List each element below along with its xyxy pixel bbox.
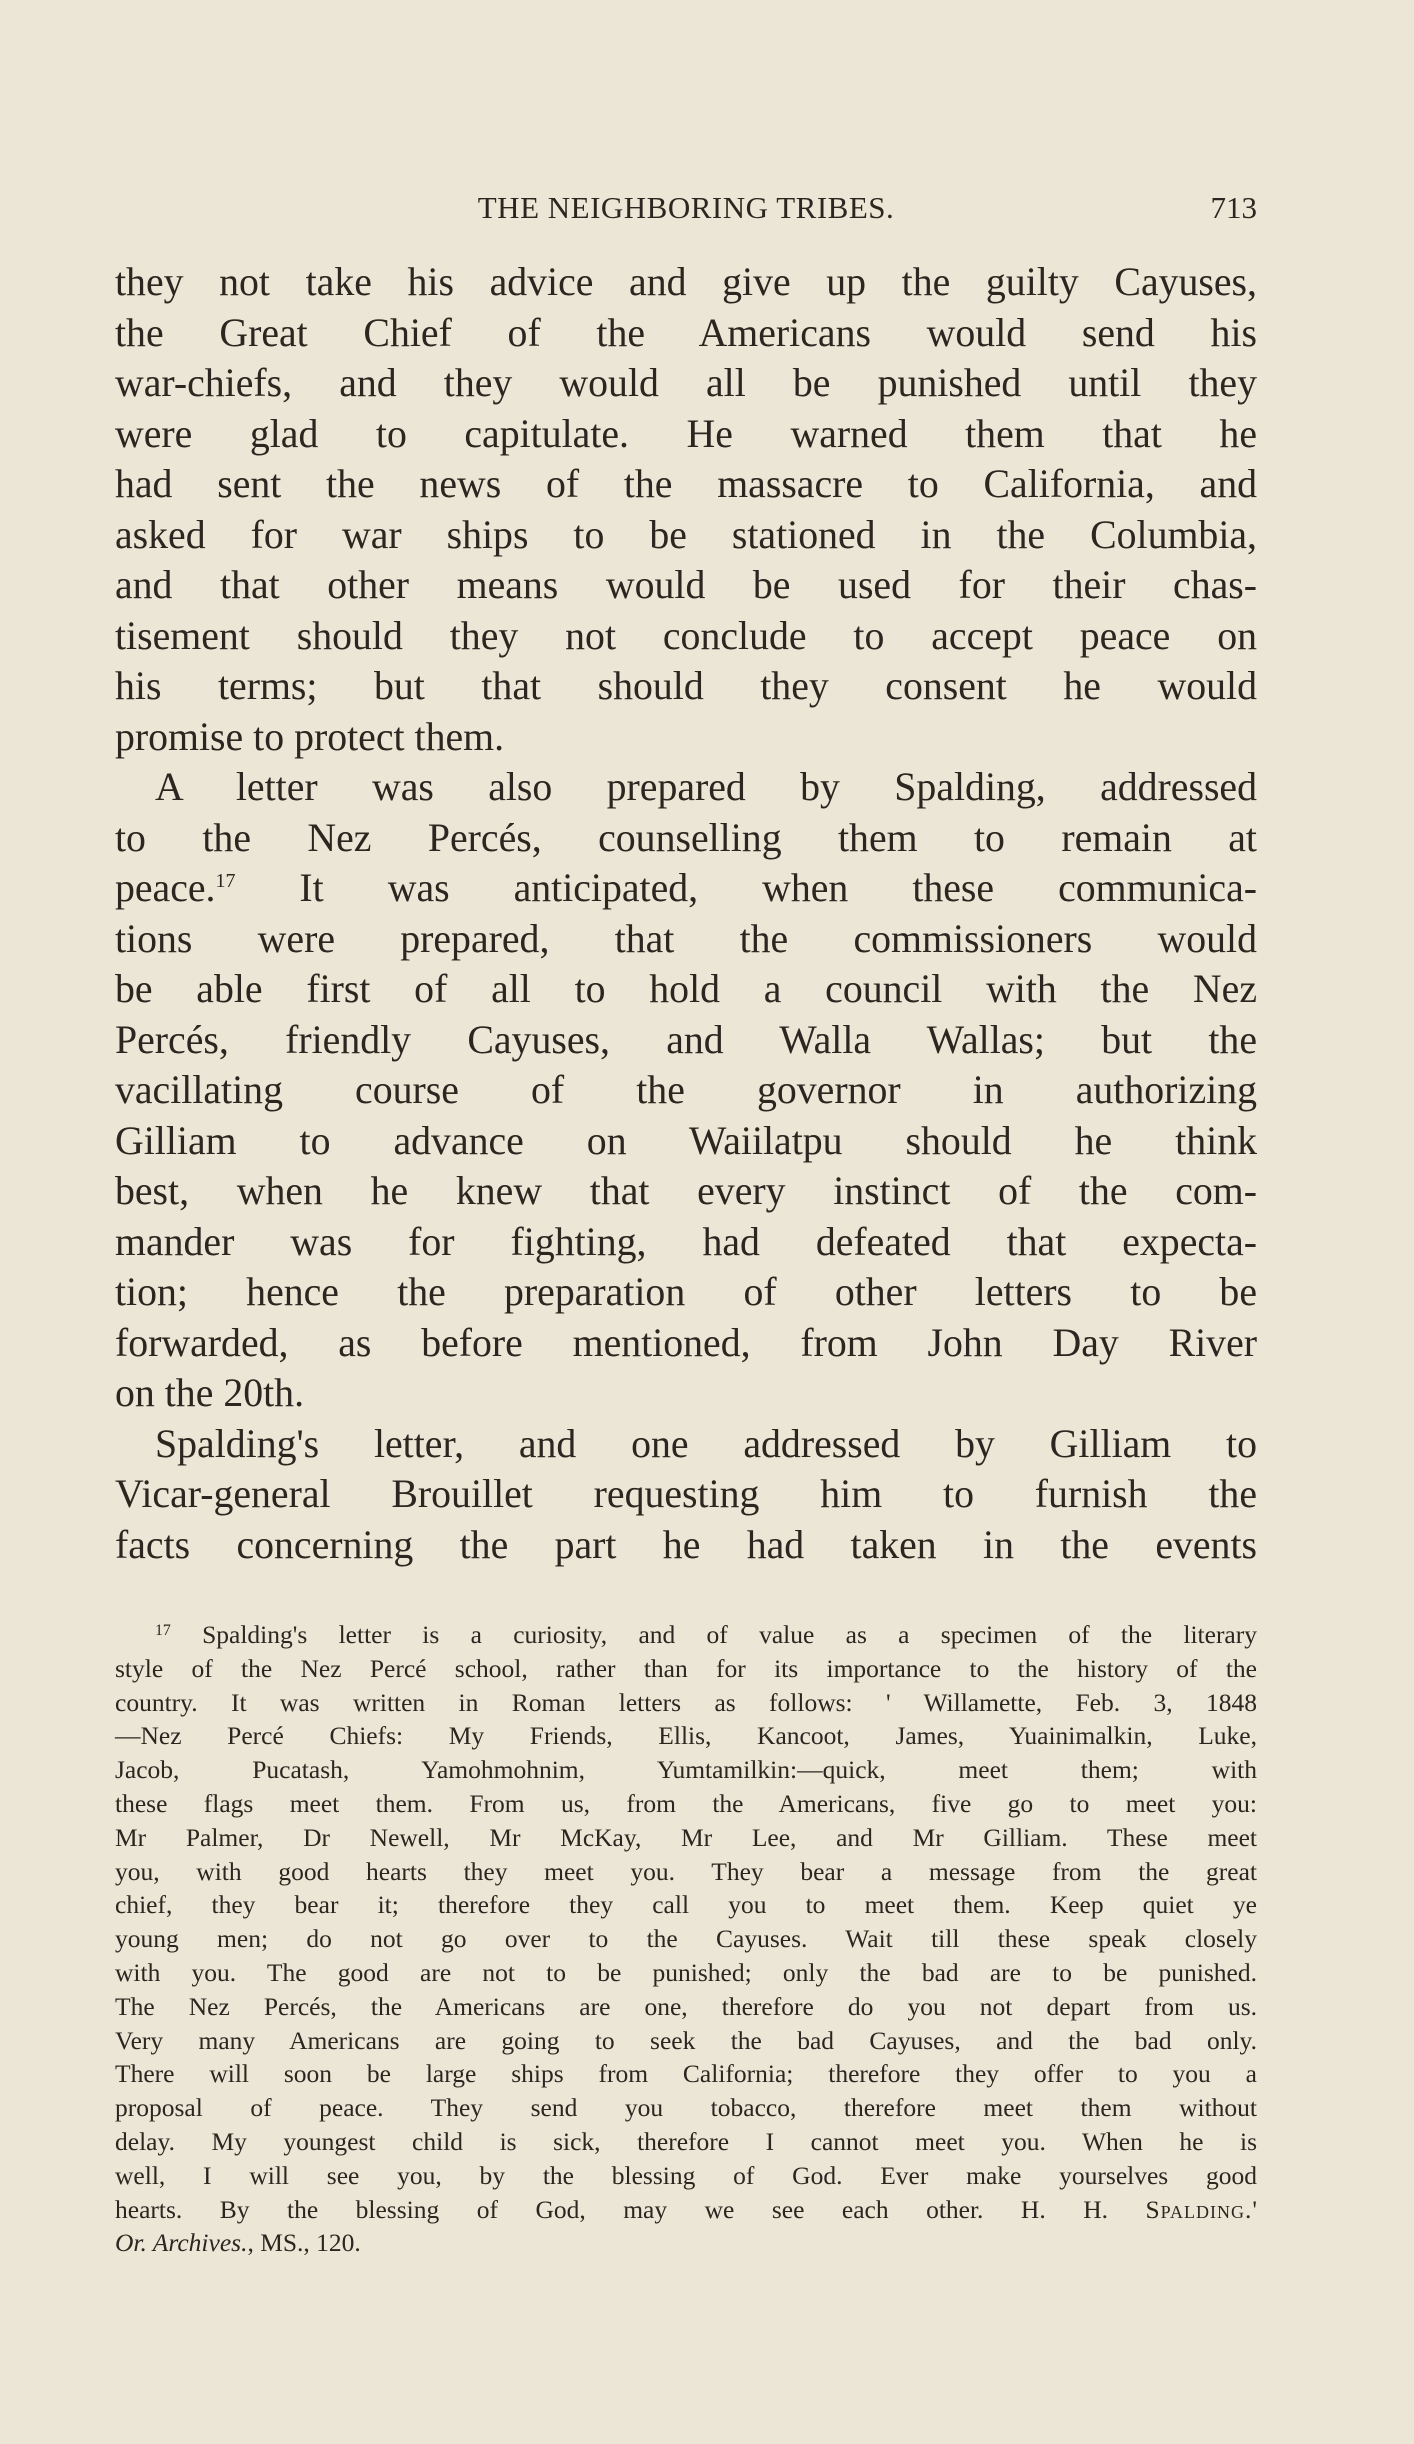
- text-line: be able first of all to hold a council with the Nez: [115, 967, 1257, 1011]
- footnote-line: style of the Nez Percé school, rather than for its importance to the history of the: [115, 1653, 1257, 1683]
- text-line: they not take his advice and give up the guilty Cayuses,: [115, 260, 1257, 304]
- text-line: war-chiefs, and they would all be punished until they: [115, 361, 1257, 405]
- text-segment: peace.: [115, 866, 216, 910]
- footnote-line: The Nez Percés, the Americans are one, therefore do you not depart from us.: [115, 1991, 1257, 2021]
- footnote-line: delay. My youngest child is sick, therefore I cannot meet you. When he is: [115, 2126, 1257, 2156]
- text-line: and that other means would be used for their chas-: [115, 563, 1257, 607]
- text-line: facts concerning the part he had taken in the events: [115, 1522, 1257, 1567]
- text-line: to the Nez Percés, counselling them to remain at: [115, 815, 1257, 860]
- text-segment: ': [1252, 2194, 1257, 2224]
- text-line: tion; hence the preparation of other letters to be: [115, 1270, 1257, 1314]
- source-citation: Or. Archives.: [115, 2228, 248, 2258]
- footnote-line: [115, 2193, 1257, 2227]
- footnote-line: —Nez Percé Chiefs: My Friends, Ellis, Kancoot, James, Yuainimalkin, Luke,: [115, 1721, 1257, 1751]
- footnote-line: chief, they bear it; therefore they call you to meet them. Keep quiet ye: [115, 1890, 1257, 1920]
- text-line: Gilliam to advance on Waiilatpu should he think: [115, 1118, 1257, 1163]
- text-line: on the 20th.: [115, 1371, 305, 1415]
- footnote-line: with you. The good are not to be punished; only the bad are to be punished.: [115, 1957, 1257, 1987]
- footnote-line: Mr Palmer, Dr Newell, Mr McKay, Mr Lee, and Mr Gilliam. These meet: [115, 1822, 1257, 1852]
- footnote-reference[interactable]: 17: [215, 870, 236, 893]
- text-segment: , MS., 120.: [247, 2228, 361, 2258]
- text-line: had sent the news of the massacre to California, and: [115, 462, 1257, 506]
- running-head: [115, 190, 1257, 240]
- text-line: his terms; but that should they consent he would: [115, 664, 1257, 708]
- text-line: the Great Chief of the Americans would send his: [115, 310, 1257, 355]
- footnote: [115, 1618, 1257, 2260]
- footnote-line: [115, 2226, 1257, 2260]
- footnote-marker: 17: [155, 1622, 171, 1640]
- text-line: Percés, friendly Cayuses, and Walla Wallas; but the: [115, 1017, 1257, 1062]
- footnote-line: proposal of peace. They send you tobacco, therefore meet them without: [115, 2093, 1257, 2123]
- text-line: Vicar-general Brouillet requesting him to furnish the: [115, 1472, 1257, 1516]
- footnote-line: young men; do not go over to the Cayuses. Wait till these speak closely: [115, 1924, 1257, 1954]
- text-line: promise to protect them.: [115, 714, 505, 759]
- running-head-title: THE NEIGHBORING TRIBES.: [477, 190, 895, 225]
- signature-name: Spalding.: [1145, 2194, 1253, 2224]
- text-line: Spalding's letter, and one addressed by Gilliam to: [155, 1421, 1257, 1466]
- text-line: vacillating course of the governor in authorizing: [115, 1068, 1257, 1112]
- text-line: tions were prepared, that the commissioners would: [115, 916, 1257, 961]
- text-line-with-footnote-ref: [115, 863, 1257, 914]
- body-text: [115, 257, 1257, 1570]
- text-line: were glad to capitulate. He warned them that he: [115, 411, 1257, 456]
- footnote-line: well, I will see you, by the blessing of God. Ever make yourselves good: [115, 2160, 1257, 2190]
- text-line: asked for war ships to be stationed in the Columbia,: [115, 512, 1257, 557]
- page-number: 713: [1210, 190, 1257, 225]
- footnote-line: Jacob, Pucatash, Yamohmohnim, Yumtamilkin:—quick, meet them; with: [115, 1755, 1257, 1785]
- text-segment: Spalding's letter is a curiosity, and of value as a specimen of the literary: [170, 1620, 1257, 1649]
- text-segment: hearts. By the blessing of God, may we see each other. H. H.: [115, 2194, 1146, 2224]
- text-line: best, when he knew that every instinct of the com-: [115, 1169, 1257, 1213]
- footnote-line: you, with good hearts they meet you. They bear a message from the great: [115, 1856, 1257, 1886]
- footnote-line: There will soon be large ships from California; therefore they offer to you a: [115, 2059, 1257, 2089]
- text-line: A letter was also prepared by Spalding, addressed: [155, 765, 1257, 809]
- footnote-line: these flags meet them. From us, from the Americans, five go to meet you:: [115, 1788, 1257, 1818]
- footnote-line: [115, 1618, 1257, 1652]
- text-line: tisement should they not conclude to accept peace on: [115, 613, 1257, 658]
- text-line: mander was for fighting, had defeated that expecta-: [115, 1219, 1257, 1264]
- text-segment: It was anticipated, when these communica-: [235, 866, 1257, 910]
- footnote-line: country. It was written in Roman letters as follows: ' Willamette, Feb. 3, 1848: [115, 1687, 1257, 1717]
- text-line: forwarded, as before mentioned, from John Day River: [115, 1320, 1257, 1365]
- footnote-line: Very many Americans are going to seek the bad Cayuses, and the bad only.: [115, 2025, 1257, 2055]
